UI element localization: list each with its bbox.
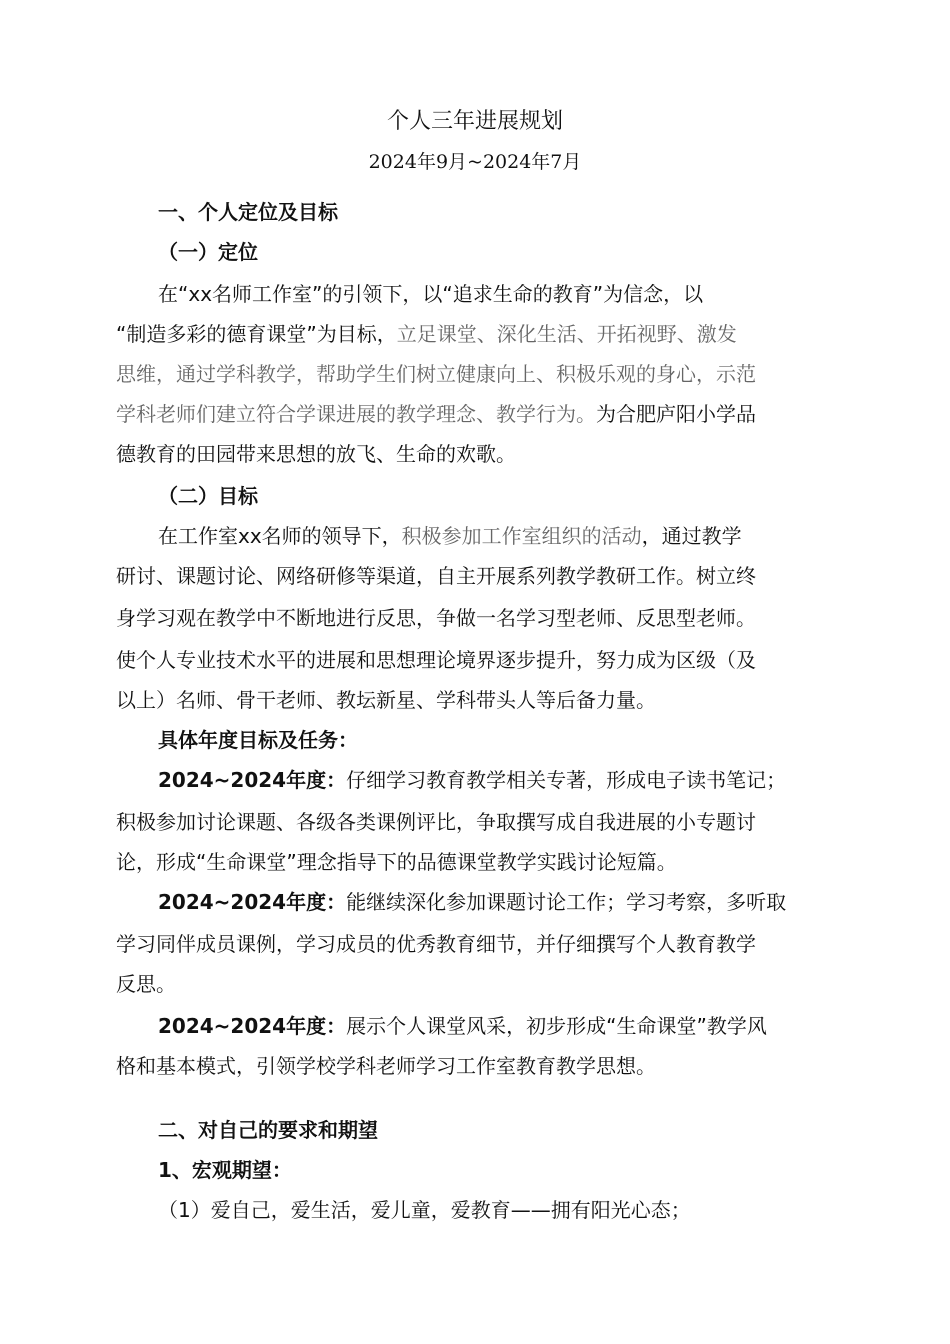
positioning-text-gray: 学科老师们建立符合学课进展的教学理念、教学行为。: [116, 402, 596, 426]
goal-paragraph-line-2: 研讨、课题讨论、网络研修等渠道，自主开展系列教学教研工作。树立终: [116, 564, 756, 588]
section-1-heading: 一、个人定位及目标: [158, 200, 338, 224]
year-3-label: 2024~2024年度：: [158, 1014, 347, 1038]
year-3-text: 展示个人课堂风采，初步形成“生命课堂”教学风: [346, 1014, 767, 1038]
macro-expectation-item-1: （1）爱自己，爱生活，爱儿童，爱教育——拥有阳光心态；: [158, 1198, 691, 1222]
positioning-paragraph-line-1: 在“xx名师工作室”的引领下，以“追求生命的教育”为信念，以: [158, 282, 704, 306]
year-1-label: 2024~2024年度：: [158, 768, 347, 792]
positioning-text: “制造多彩的德育课堂”为目标，: [116, 322, 397, 346]
positioning-text: 为合肥庐阳小学品: [596, 402, 756, 426]
date-range: 2024年9月~2024年7月: [368, 151, 582, 173]
subsection-goal-heading: （二）目标: [158, 484, 258, 508]
positioning-paragraph-line-5: 德教育的田园带来思想的放飞、生命的欢歌。: [116, 442, 516, 466]
positioning-paragraph-line-3: 思维，通过学科教学，帮助学生们树立健康向上、积极乐观的身心，示范: [116, 362, 756, 386]
year-2-line-3: 反思。: [116, 972, 176, 996]
year-1-line-3: 论，形成“生命课堂”理念指导下的品德课堂教学实践讨论短篇。: [116, 850, 677, 874]
year-2-line-1: [158, 888, 786, 916]
year-2-line-2: 学习同伴成员课例，学习成员的优秀教育细节，并仔细撰写个人教育教学: [116, 932, 756, 956]
goal-paragraph-line-5: 以上）名师、骨干老师、教坛新星、学科带头人等后备力量。: [116, 688, 656, 712]
year-1-line-1: [158, 766, 786, 794]
goal-text: ，通过教学: [641, 524, 742, 548]
positioning-paragraph-line-4: [116, 400, 756, 428]
year-3-line-1: [158, 1012, 767, 1040]
annual-goals-heading: 具体年度目标及任务：: [158, 728, 358, 752]
year-2-text: 能继续深化参加课题讨论工作；学习考察，多听取: [346, 890, 787, 914]
year-3-line-2: 格和基本模式，引领学校学科老师学习工作室教育教学思想。: [116, 1054, 656, 1078]
goal-paragraph-line-3: 身学习观在教学中不断地进行反思，争做一名学习型老师、反思型老师。: [116, 606, 756, 630]
goal-text-gray: 积极参加工作室组织的活动: [401, 524, 642, 548]
year-2-label: 2024~2024年度：: [158, 890, 347, 914]
goal-text: 在工作室xx名师的领导下，: [158, 524, 402, 548]
subsection-positioning-heading: （一）定位: [158, 240, 258, 264]
year-1-line-2: 积极参加讨论课题、各级各类课例评比，争取撰写成自我进展的小专题讨: [116, 810, 756, 834]
positioning-text-gray: 立足课堂、深化生活、开拓视野、激发: [396, 322, 737, 346]
goal-paragraph-line-1: [158, 522, 742, 550]
goal-paragraph-line-4: 使个人专业技术水平的进展和思想理论境界逐步提升，努力成为区级（及: [116, 648, 756, 672]
year-1-text: 仔细学习教育教学相关专著，形成电子读书笔记；: [346, 768, 787, 792]
section-2-heading: 二、对自己的要求和期望: [158, 1118, 378, 1142]
positioning-paragraph-line-2: [116, 320, 737, 348]
document-title: 个人三年进展规划: [386, 109, 563, 134]
macro-expectation-heading: 1、宏观期望：: [158, 1158, 292, 1182]
